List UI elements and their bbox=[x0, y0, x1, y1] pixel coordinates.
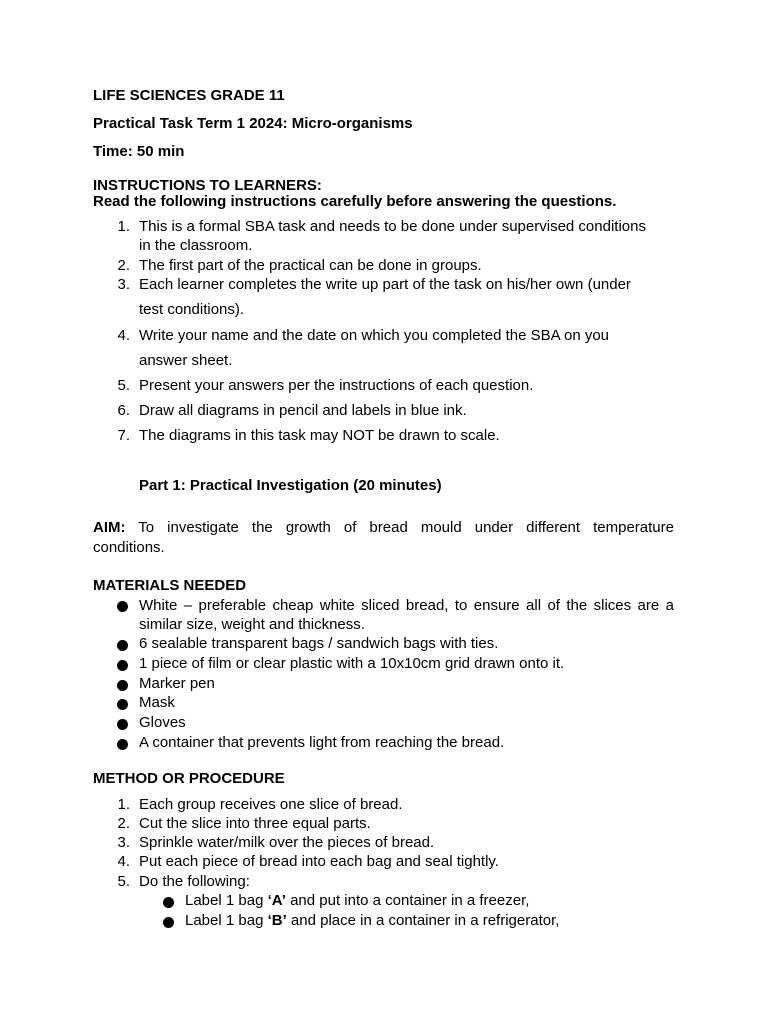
list-item-text: Cut the slice into three equal parts. bbox=[139, 815, 371, 832]
materials-heading: MATERIALS NEEDED bbox=[93, 577, 247, 594]
list-item-number: 4. bbox=[117, 327, 130, 344]
time-allocation: Time: 50 min bbox=[93, 143, 185, 160]
list-item-text: Draw all diagrams in pencil and labels in blue ink. bbox=[139, 402, 467, 419]
bullet-icon bbox=[117, 601, 128, 612]
bullet-icon bbox=[117, 660, 128, 671]
bullet-icon bbox=[117, 739, 128, 750]
sub-item-text: Label 1 bag bbox=[185, 892, 268, 909]
bullet-icon bbox=[117, 699, 128, 710]
list-item-number: 4. bbox=[117, 853, 130, 870]
sub-item-text: and put into a container in a freezer, bbox=[285, 892, 530, 909]
document-subtitle: Practical Task Term 1 2024: Micro-organisms bbox=[93, 115, 413, 132]
list-item-text-continued: test conditions). bbox=[139, 301, 245, 318]
list-item-text: Each group receives one slice of bread. bbox=[139, 796, 403, 813]
aim-line bbox=[93, 518, 674, 538]
bullet-icon bbox=[117, 640, 128, 651]
bag-label: ‘A’ bbox=[267, 892, 286, 909]
list-item-text: Present your answers per the instructions of each question. bbox=[139, 377, 534, 394]
part1-heading: Part 1: Practical Investigation (20 minutes) bbox=[139, 477, 442, 494]
instructions-heading: INSTRUCTIONS TO LEARNERS: bbox=[93, 177, 322, 194]
method-heading: METHOD OR PROCEDURE bbox=[93, 770, 285, 787]
list-item-text-continued: in the classroom. bbox=[139, 237, 253, 254]
list-item-number: 5. bbox=[117, 377, 130, 394]
list-item-text: Write your name and the date on which you completed the SBA on you bbox=[139, 327, 610, 344]
list-item-number: 2. bbox=[117, 815, 130, 832]
list-item-number: 7. bbox=[117, 427, 130, 444]
list-item-text-continued: similar size, weight and thickness. bbox=[139, 616, 365, 633]
list-item-number: 1. bbox=[117, 796, 130, 813]
list-item-text: Each learner completes the write up part of the task on his/her own (under bbox=[139, 276, 631, 293]
list-item-number: 6. bbox=[117, 402, 130, 419]
list-item-text: 1 piece of film or clear plastic with a 10x10cm grid drawn onto it. bbox=[139, 655, 565, 672]
list-item-text: Gloves bbox=[139, 714, 186, 731]
list-item-text: The diagrams in this task may NOT be drawn to scale. bbox=[139, 427, 500, 444]
aim-text-continued: conditions. bbox=[93, 539, 165, 556]
list-item-text: 6 sealable transparent bags / sandwich bags with ties. bbox=[139, 635, 499, 652]
list-item-text: A container that prevents light from reaching the bread. bbox=[139, 734, 505, 751]
bag-label: ‘B’ bbox=[267, 912, 287, 929]
list-item-text: Mask bbox=[139, 694, 175, 711]
list-item-text: White – preferable cheap white sliced bread, to ensure all of the slices are a bbox=[139, 597, 674, 614]
list-item-number: 1. bbox=[117, 218, 130, 235]
sub-item-text: and place in a container in a refrigerator, bbox=[286, 912, 560, 929]
sub-item-text: Label 1 bag bbox=[185, 912, 268, 929]
bullet-icon bbox=[163, 917, 174, 928]
list-item-text: Put each piece of bread into each bag and seal tightly. bbox=[139, 853, 499, 870]
list-item-text: Marker pen bbox=[139, 675, 215, 692]
list-item-text: The first part of the practical can be done in groups. bbox=[139, 257, 482, 274]
sub-list-item bbox=[185, 892, 529, 910]
bullet-icon bbox=[117, 719, 128, 730]
list-item-text: This is a formal SBA task and needs to be done under supervised conditions bbox=[139, 218, 646, 235]
list-item-number: 5. bbox=[117, 873, 130, 890]
list-item-text: Sprinkle water/milk over the pieces of bread. bbox=[139, 834, 435, 851]
list-item-number: 3. bbox=[117, 276, 130, 293]
bullet-icon bbox=[163, 897, 174, 908]
aim-label: AIM: bbox=[93, 519, 126, 536]
instructions-intro: Read the following instructions carefully before answering the questions. bbox=[93, 193, 617, 210]
bullet-icon bbox=[117, 680, 128, 691]
list-item-number: 3. bbox=[117, 834, 130, 851]
list-item-number: 2. bbox=[117, 257, 130, 274]
document-title: LIFE SCIENCES GRADE 11 bbox=[93, 87, 285, 104]
sub-list-item bbox=[185, 912, 559, 930]
aim-text: To investigate the growth of bread mould under different temperature bbox=[138, 519, 674, 536]
list-item-text: Do the following: bbox=[139, 873, 250, 890]
list-item-text-continued: answer sheet. bbox=[139, 352, 233, 369]
